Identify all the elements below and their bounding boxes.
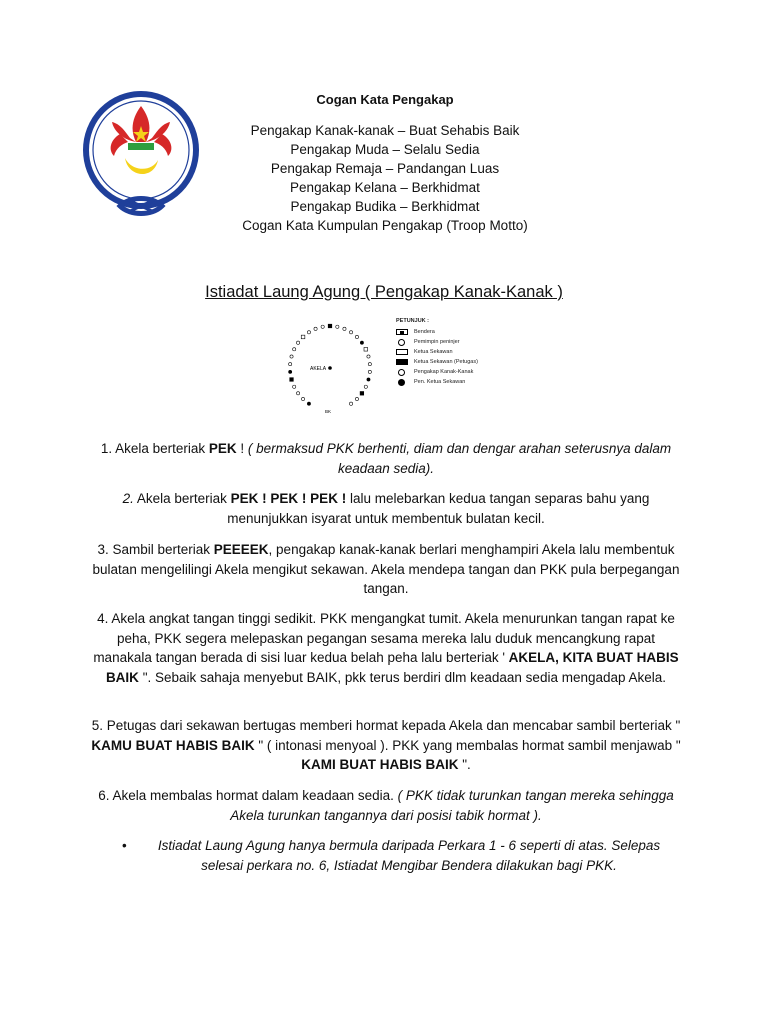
formation-cub-marker (293, 385, 296, 388)
note-bullet (122, 836, 682, 875)
motto-line: Pengakap Kelana – Berkhidmat (290, 180, 480, 195)
note-text: Istiadat Laung Agung hanya bermula daripada Perkara 1 - 6 seperti di atas. Selepas selesai perkara no. 6, Istiadat Mengibar Bendera dilakukan bagi PKK. (157, 838, 661, 873)
bottom-label: BK (325, 409, 332, 414)
formation-ring (289, 324, 372, 405)
akela-marker (328, 366, 332, 370)
formation-cub-marker (343, 327, 346, 330)
legend-item: Ketua Sekawan (Petugas) (396, 357, 496, 367)
step-4: 4. Akela angkat tangan tinggi sedikit. PKK mengangkat tumit. Akela menurunkan tangan rapat ke peha, PKK segera melepaskan pegangan sesama mereka lalu duduk mencangkung rapat manakala tangan berada di sisi luar kedua belah peha lalu berteriak ' AKELA, KITA BUAT HABIS BAIK ". Sebaik sahaja menyebut BAIK, pkk terus berdiri dlm keadaan sedia mengadap Akela. (93, 611, 679, 685)
formation-sixer-marker (328, 324, 332, 328)
step-5: 5. Petugas dari sekawan bertugas memberi hormat kepada Akela dan mencabar sambil berteriak " KAMU BUAT HABIS BAIK " ( intonasi menyoal ). PKK yang membalas hormat sambil menjawab " KAMI BUAT HABIS BAIK ". (91, 718, 681, 772)
motto-heading: Cogan Kata Pengakap (316, 92, 454, 107)
diagram-legend (396, 318, 496, 418)
formation-cub-marker (355, 335, 358, 338)
formation-cub-marker (336, 325, 339, 328)
formation-cub-marker (290, 355, 293, 358)
step-6: 6. Akela membalas hormat dalam keadaan sedia. ( PKK tidak turunkan tangan mereka sehingga Akela turunkan tangannya dari posisi tabik hormat ). (98, 788, 674, 823)
formation-cub-marker (296, 341, 299, 344)
formation-cub-marker (367, 378, 370, 381)
formation-cub-marker (296, 392, 299, 395)
formation-cub-marker (368, 370, 371, 373)
duty-sixer-swatch-icon (396, 359, 408, 365)
formation-cub-marker (349, 402, 352, 405)
leader-swatch-icon (398, 339, 405, 346)
formation-sixer-marker (290, 378, 294, 382)
formation-cub-marker (293, 348, 296, 351)
formation-sixer-marker (301, 335, 305, 339)
formation-cub-marker (314, 327, 317, 330)
legend-item: Pemimpin peninjer (396, 337, 496, 347)
formation-cub-marker (367, 355, 370, 358)
legend-item: Pen. Ketua Sekawan (396, 377, 496, 387)
step-1: 1. Akela berteriak PEK ! ( bermaksud PKK berhenti, diam dan dengar arahan seterusnya dalam keadaan sedia). (100, 441, 672, 476)
formation-sixer-marker (360, 392, 364, 396)
cub-swatch-icon (398, 369, 405, 376)
formation-sixer-marker (364, 347, 368, 351)
page-title: Istiadat Laung Agung ( Pengakap Kanak-Kanak ) (205, 283, 563, 301)
formation-cub-marker (307, 331, 310, 334)
step-3: 3. Sambil berteriak PEEEEK, pengakap kanak-kanak berlari menghampiri Akela lalu membentuk bulatan mengelilingi Akela mengikut sekawan. Akela mendepa tangan dan PKK pula berpegangan tangan. (92, 542, 680, 596)
formation-cub-marker (355, 397, 358, 400)
formation-cub-marker (364, 385, 367, 388)
legend-item: Bendera (396, 327, 496, 337)
formation-cub-marker (349, 331, 352, 334)
akela-label: AKELA (310, 366, 327, 372)
bullet-icon: • (122, 838, 127, 853)
motto-line: Pengakap Remaja – Pandangan Luas (270, 161, 500, 176)
flag-swatch-icon (396, 329, 408, 335)
formation-cub-marker (368, 363, 371, 366)
formation-cub-marker (360, 341, 363, 344)
sixer-swatch-icon (396, 349, 408, 355)
motto-line: Cogan Kata Kumpulan Pengakap (Troop Motto) (242, 218, 528, 233)
motto-section (210, 92, 560, 235)
formation-cub-marker (289, 370, 292, 373)
formation-cub-marker (289, 363, 292, 366)
scout-emblem-logo (80, 88, 202, 228)
step-2: 2. Akela berteriak PEK ! PEK ! PEK ! lalu melebarkan kedua tangan separas bahu yang menunjukkan isyarat untuk membentuk bulatan kecil. (122, 491, 650, 526)
motto-line: Pengakap Budika – Berkhidmat (290, 199, 480, 214)
motto-line: Pengakap Kanak-kanak – Buat Sehabis Baik (250, 123, 520, 138)
formation-cub-marker (301, 397, 304, 400)
legend-item: Pengakap Kanak-Kanak (396, 367, 496, 377)
legend-heading: PETUNJUK : (396, 318, 430, 324)
legend-item: Ketua Sekawan (396, 347, 496, 357)
motto-line: Pengakap Muda – Selalu Sedia (290, 142, 480, 157)
second-swatch-icon (398, 379, 405, 386)
formation-cub-marker (307, 402, 310, 405)
formation-cub-marker (321, 325, 324, 328)
